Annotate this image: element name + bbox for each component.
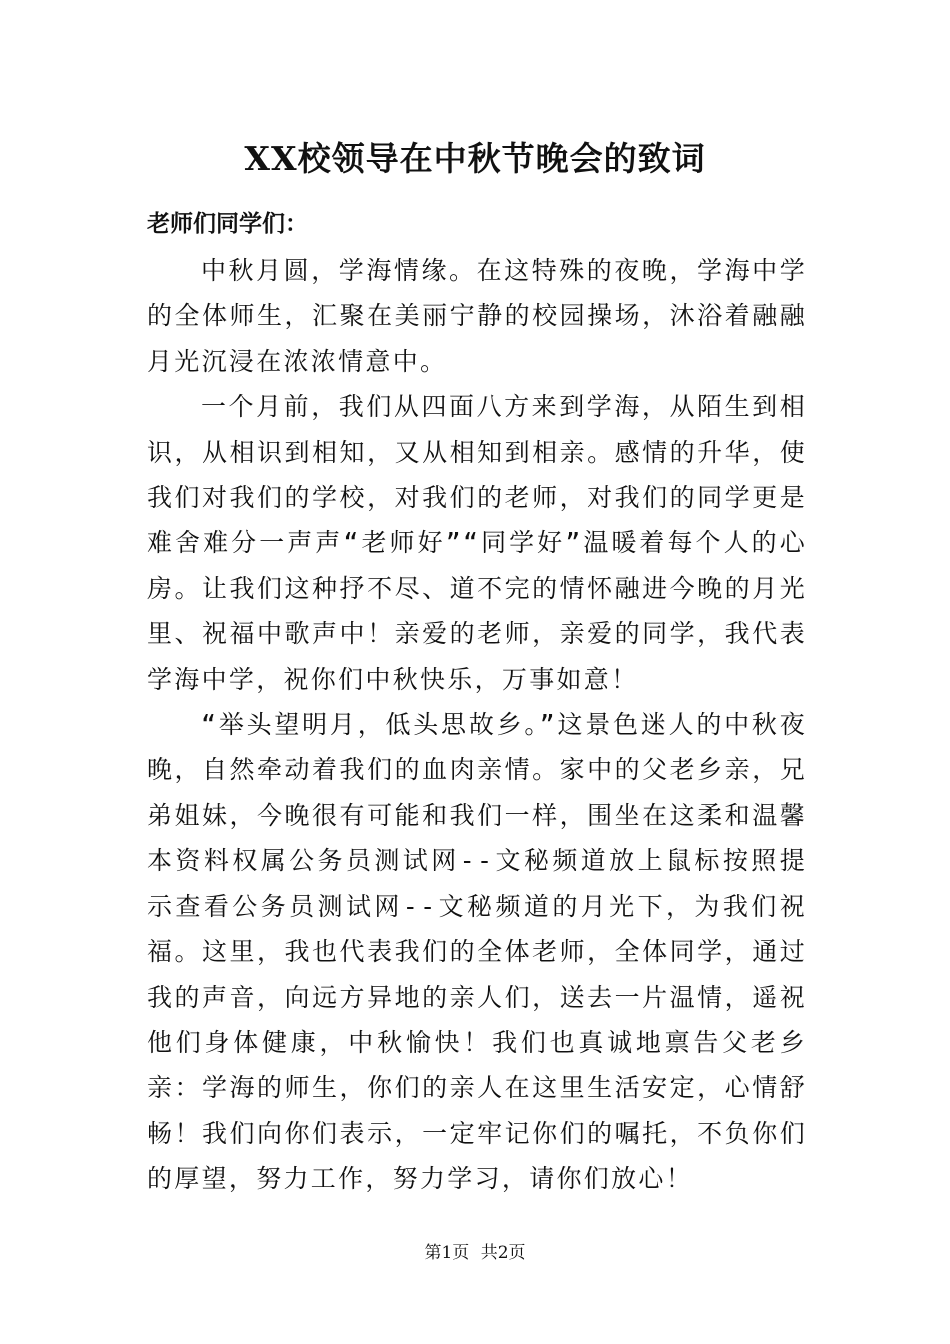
paragraph-2: 一个月前，我们从四面八方来到学海，从陌生到相识，从相识到相知，又从相知到相亲。感情的升华，使我们对我们的学校，对我们的老师，对我们的同学更是难舍难分一声声“老师好”“同学好”温暖着每个人的心房。让我们这种抒不尽、道不完的情怀融进今晚的月光里、祝福中歌声中！亲爱的老师，亲爱的同学，我代表学海中学，祝你们中秋快乐，万事如意！: [147, 392, 807, 694]
page-number-total: 共2页: [480, 1243, 526, 1263]
paragraph-1: 中秋月圆，学海情缘。在这特殊的夜晚，学海中学的全体师生，汇聚在美丽宁静的校园操场，沐浴着融融月光沉浸在浓浓情意中。: [147, 256, 807, 376]
document-title: XX校领导在中秋节晚会的致词: [244, 139, 706, 178]
page-footer: [0, 1238, 950, 1268]
paragraph-3: “举头望明月，低头思故乡。”这景色迷人的中秋夜晚，自然牵动着我们的血肉亲情。家中的父老乡亲，兄弟姐妹，今晚很有可能和我们一样，围坐在这柔和温馨本资料权属公务员测试网--文秘频道放上鼠标按照提示查看公务员测试网--文秘频道的月光下，为我们祝福。这里，我也代表我们的全体老师，全体同学，通过我的声音，向远方异地的亲人们，送去一片温情，遥祝他们身体健康，中秋愉快！我们也真诚地禀告父老乡亲：学海的师生，你们的亲人在这里生活安定，心情舒畅！我们向你们表示，一定牢记你们的嘱托，不负你们的厚望，努力工作，努力学习，请你们放心！: [147, 710, 807, 1194]
salutation: 老师们同学们：: [147, 211, 308, 237]
document-body: [147, 248, 807, 1202]
page-number-current: 第1页: [424, 1243, 470, 1263]
